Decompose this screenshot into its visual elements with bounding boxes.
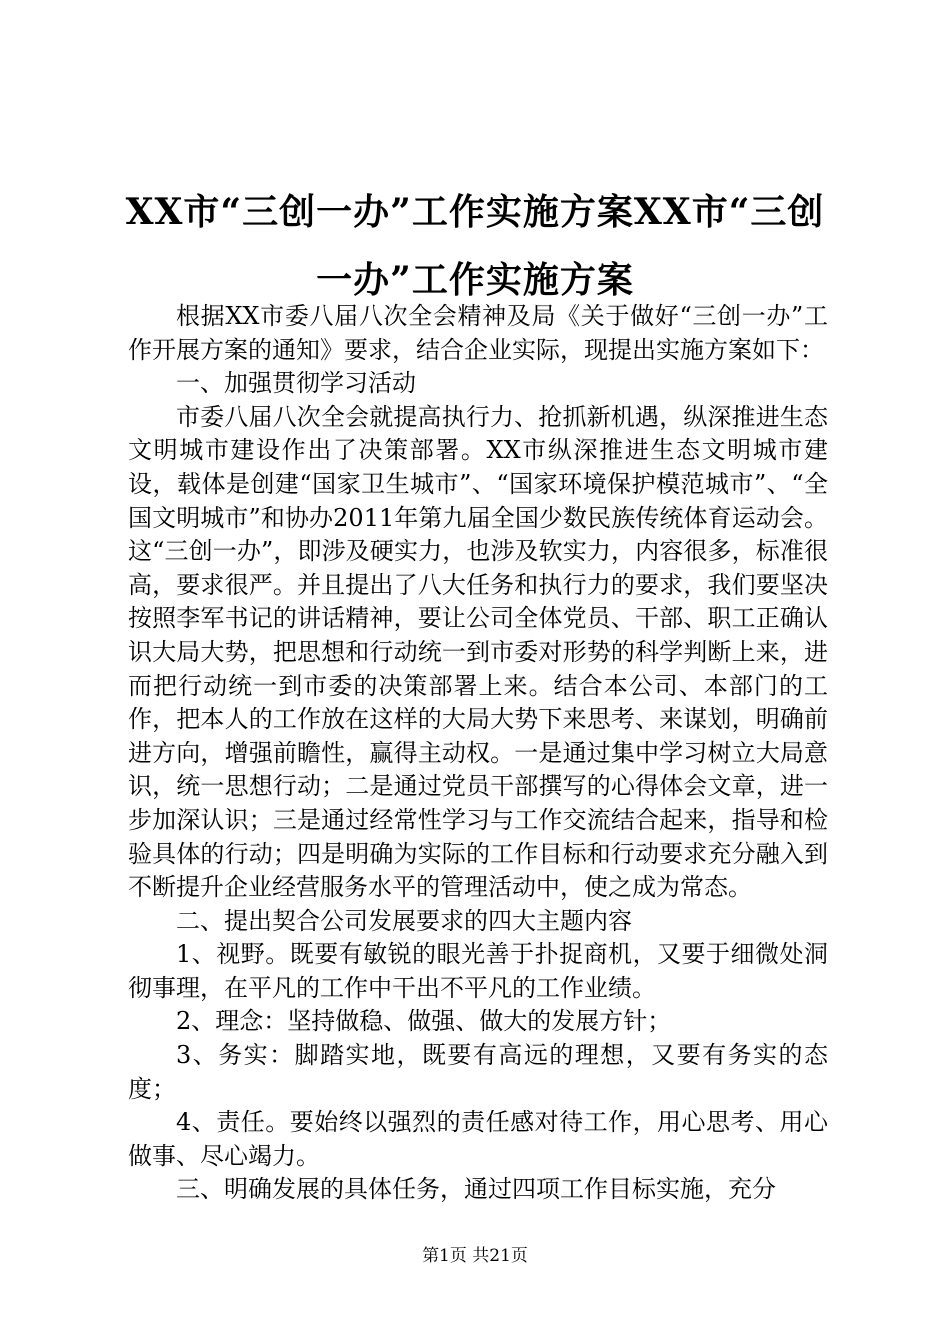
page-indicator: 第1页 共21页 bbox=[422, 1246, 528, 1266]
paragraph-intro: 根据XX市委八届八次全会精神及局《关于做好“三创一办”工作开展方案的通知》要求，结合企业实际，现提出实施方案如下： bbox=[128, 302, 828, 364]
list-item-vision: 1、视野。既要有敏锐的眼光善于扑捉商机，又要于细微处洞彻事理，在平凡的工作中干出不平凡的工作业绩。 bbox=[128, 940, 828, 1002]
document-title: XX市“三创一办”工作实施方案XX市“三创一办”工作实施方案 bbox=[125, 191, 825, 301]
paragraph-section-1: 市委八届八次全会就提高执行力、抢抓新机遇，纵深推进生态文明城市建设作出了决策部署。XX市纵深推进生态文明城市建设，载体是创建“国家卫生城市”、“国家环境保护模范城市”、“全国文明城市”和协办2011年第九届全国少数民族传统体育运动会。这“三创一办”，即涉及硬实力，也涉及软实力，内容很多，标准很高，要求很严。并且提出了八大任务和执行力的要求，我们要坚决按照李军书记的讲话精神，要让公司全体党员、干部、职工正确认识大局大势，把思想和行动统一到市委对形势的科学判断上来，进而把行动统一到市委的决策部署上来。结合本公司、本部门的工作，把本人的工作放在这样的大局大势下来思考、来谋划，明确前进方向，增强前瞻性，赢得主动权。一是通过集中学习树立大局意识，统一思想行动；二是通过党员干部撰写的心得体会文章，进一步加深认识；三是通过经常性学习与工作交流结合起来，指导和检验具体的行动；四是明确为实际的工作目标和行动要求充分融入到不断提升企业经营服务水平的管理活动中，使之成为常态。 bbox=[128, 402, 828, 902]
document-body bbox=[128, 300, 828, 1207]
list-item-concept: 2、理念：坚持做稳、做强、做大的发展方针； bbox=[176, 1007, 672, 1036]
heading-section-1: 一、加强贯彻学习活动 bbox=[176, 369, 416, 398]
heading-section-2: 二、提出契合公司发展要求的四大主题内容 bbox=[176, 906, 632, 935]
list-item-practical: 3、务实：脚踏实地，既要有高远的理想，又要有务实的态度； bbox=[128, 1041, 828, 1103]
heading-section-3: 三、明确发展的具体任务，通过四项工作目标实施，充分 bbox=[176, 1175, 776, 1204]
list-item-responsibility: 4、责任。要始终以强烈的责任感对待工作，用心思考、用心做事、尽心竭力。 bbox=[128, 1108, 828, 1170]
